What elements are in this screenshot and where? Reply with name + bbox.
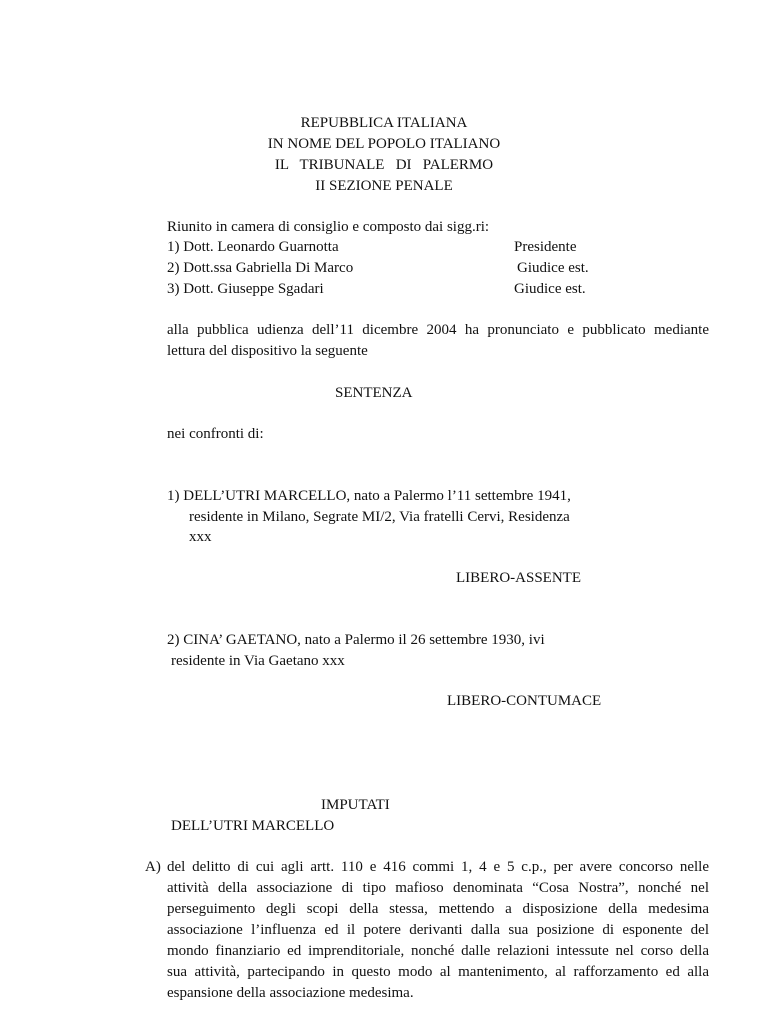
defendant-status: LIBERO-ASSENTE	[456, 570, 581, 586]
header-people: IN NOME DEL POPOLO ITALIANO	[267, 136, 501, 152]
header-tribunal: IL TRIBUNALE DI PALERMO	[274, 157, 494, 173]
defendant-line: residente in Via Gaetano xxx	[171, 653, 345, 669]
hearing-paragraph	[167, 320, 709, 362]
charge-line: espansione della associazione medesima.	[167, 985, 414, 1001]
charge-line: perseguimento degli scopi della stessa, mettendo a disposizione della medesima	[167, 901, 709, 917]
confronti-label: nei confronti di:	[167, 426, 264, 442]
imputati-subject: DELL’UTRI MARCELLO	[171, 818, 335, 834]
judge-name: 1) Dott. Leonardo Guarnotta	[167, 239, 339, 255]
judge-name: 3) Dott. Giuseppe Sgadari	[167, 281, 324, 297]
defendant-status: LIBERO-CONTUMACE	[447, 693, 602, 709]
charge-marker: A)	[145, 859, 161, 875]
court-intro: Riunito in camera di consiglio e composto dai sigg.ri:	[167, 219, 490, 235]
defendant-line: 2) CINA’ GAETANO, nato a Palermo il 26 settembre 1930, ivi	[167, 632, 545, 648]
judge-role: Giudice est.	[514, 281, 586, 297]
hearing-line: lettura del dispositivo la seguente	[167, 343, 368, 359]
judge-role: Presidente	[514, 239, 577, 255]
defendant-line: residente in Milano, Segrate MI/2, Via fratelli Cervi, Residenza	[189, 509, 570, 525]
charge-line: associazione l’influenza ed il potere derivanti dalla sua posizione di esponente del	[167, 922, 709, 938]
judge-name: 2) Dott.ssa Gabriella Di Marco	[167, 260, 354, 276]
imputati-title: IMPUTATI	[321, 797, 390, 813]
charge-line: sua attività, partecipando in questo modo al mantenimento, al rafforzamento ed alla	[167, 964, 709, 980]
charge-a-paragraph	[167, 857, 709, 1004]
header-section: II SEZIONE PENALE	[315, 178, 453, 194]
hearing-line: alla pubblica udienza dell’11 dicembre 2004 ha pronunciato e pubblicato mediante	[167, 322, 709, 338]
charge-line: attività della associazione di tipo mafioso denominata “Cosa Nostra”, nonché nel	[167, 880, 709, 896]
defendant-line: xxx	[189, 529, 212, 545]
charge-line: del delitto di cui agli artt. 110 e 416 commi 1, 4 e 5 c.p., per avere concorso nelle	[167, 859, 709, 875]
charge-line: mondo finanziario ed imprenditoriale, nonché dalle relazioni intessute nel corso della	[167, 943, 709, 959]
judge-role: Giudice est.	[517, 260, 589, 276]
header-republic: REPUBBLICA ITALIANA	[300, 115, 468, 131]
sentenza-title: SENTENZA	[335, 385, 413, 401]
defendant-line: 1) DELL’UTRI MARCELLO, nato a Palermo l’11 settembre 1941,	[167, 488, 571, 504]
